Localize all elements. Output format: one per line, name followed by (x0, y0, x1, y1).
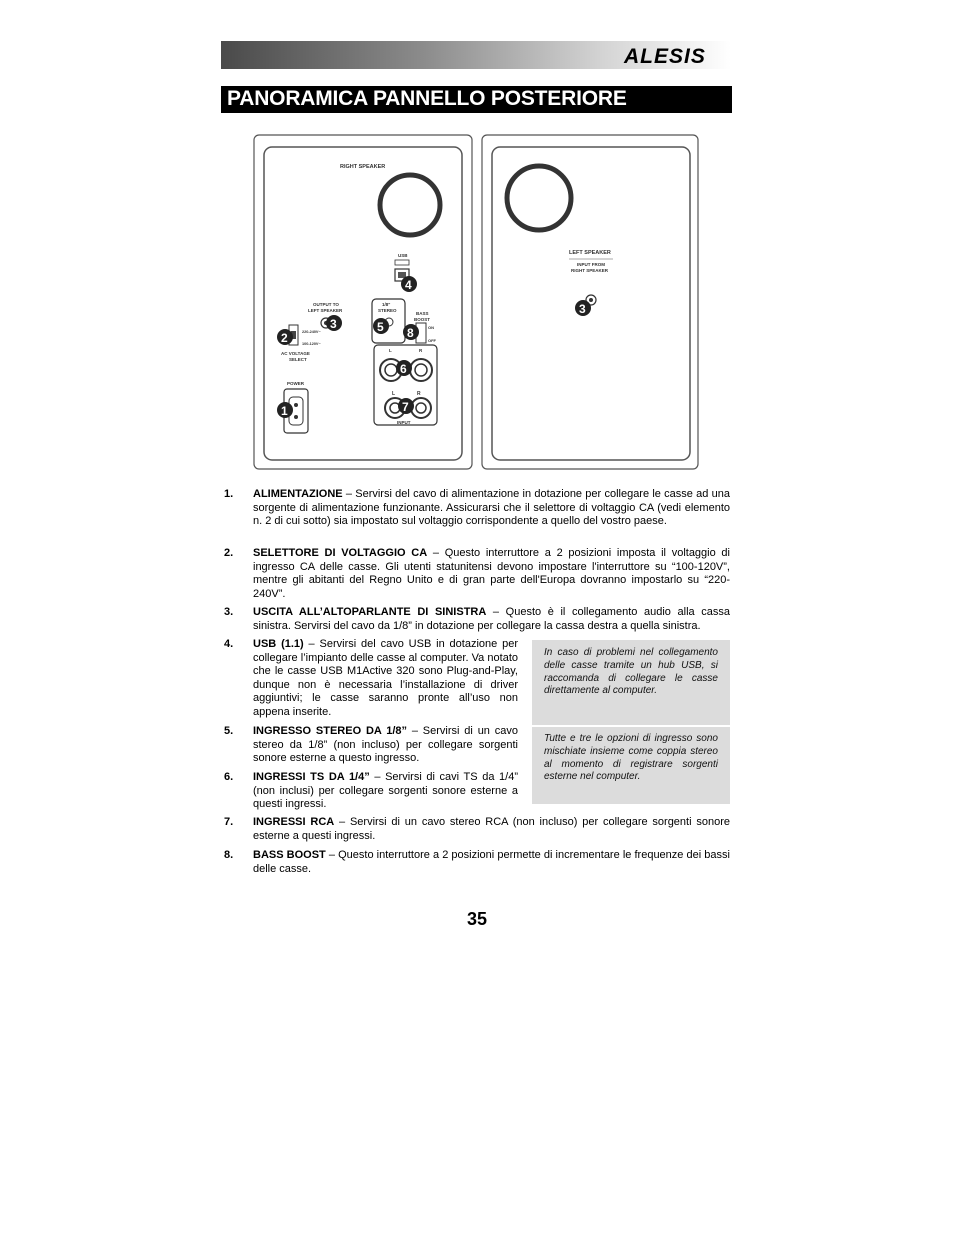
svg-text:INPUT: INPUT (397, 420, 411, 425)
svg-text:R: R (417, 391, 421, 397)
list-item-voltage: 2. SELETTORE DI VOLTAGGIO CA – Questo interruttore a 2 posizioni imposta il voltaggio di ingresso CA delle casse. Gli utenti statunitensi devono impostare l'interruttore su “100-120V”, mentre gli abitanti del Regno Unito e di gran parte dell'Europa dovranno impostarlo su “220-240V”. (224, 547, 730, 600)
svg-text:100-120V~: 100-120V~ (302, 342, 321, 346)
left-speaker-label: LEFT SPEAKER (569, 250, 611, 256)
right-speaker-label: RIGHT SPEAKER (340, 164, 386, 170)
svg-text:R: R (419, 348, 423, 353)
svg-text:STEREO: STEREO (378, 308, 397, 313)
svg-text:BOOST: BOOST (414, 317, 431, 322)
svg-text:8: 8 (407, 326, 414, 340)
svg-text:L: L (389, 348, 392, 353)
svg-text:POWER: POWER (287, 381, 305, 386)
alesis-logo (622, 41, 732, 69)
notes-box (532, 640, 730, 804)
page-title: PANORAMICA PANNELLO POSTERIORE (227, 87, 627, 110)
list-item-output: 3. USCITA ALL’ALTOPARLANTE DI SINISTRA – Questo è il collegamento audio alla cassa sinistra. Servirsi del cavo da 1/8” in dotazione per collegare la cassa destra a quella sinistra. (224, 606, 730, 632)
svg-text:2: 2 (281, 331, 288, 345)
list-item-power: 1. ALIMENTAZIONE – Servirsi del cavo di alimentazione in dotazione per collegare le casse ad una sorgente di alimentazione funzionante. Assicurarsi che il selettore di voltaggio CA (vedi elemento n. 2 di cui sotto) sia impostato sul voltaggio corrispondente a quello del vostro paese. (224, 488, 730, 528)
port-right (380, 175, 440, 235)
callout-3 (326, 315, 342, 331)
svg-text:3: 3 (579, 302, 586, 316)
rear-panel-diagram (253, 133, 701, 470)
svg-text:LEFT SPEAKER: LEFT SPEAKER (308, 308, 343, 313)
callout-5 (373, 318, 389, 334)
list-item-ts-input: 6. INGRESSI TS DA 1/4” – Servirsi di cavi TS da 1/4” (non inclusi) per collegare sorgenti sonore esterne a questi ingressi. (224, 771, 519, 811)
page-title-bar (221, 86, 732, 113)
svg-text:1/8": 1/8" (382, 302, 391, 307)
svg-text:5: 5 (377, 320, 384, 334)
svg-text:OUTPUT TO: OUTPUT TO (313, 302, 339, 307)
list-item-usb: 4. USB (1.1) – Servirsi del cavo USB in dotazione per collegare l’impianto delle casse al computer. Va notato che le casse USB M1Active 320 sono Plug-and-Play, dunque non è necessaria l’installazione di driver aggiuntivi; le casse saranno pronte all’uso non appena inserite. (224, 638, 518, 718)
svg-text:L: L (392, 391, 396, 397)
svg-text:OFF: OFF (428, 338, 436, 343)
svg-text:4: 4 (405, 278, 412, 292)
svg-text:6: 6 (400, 362, 407, 376)
svg-text:INPUT FROM: INPUT FROM (577, 262, 605, 267)
callout-1 (277, 402, 293, 418)
svg-text:BASS: BASS (416, 311, 429, 316)
notes-divider (532, 725, 730, 727)
note-inputs-mixed: Tutte e tre le opzioni di ingresso sono mischiate insieme come coppia stereo al momento di registrare sorgenti esterne nel computer. (544, 733, 718, 783)
svg-text:220-240V~: 220-240V~ (302, 330, 321, 334)
note-usb-hub: In caso di problemi nel collegamento delle casse tramite un hub USB, si raccomanda di collegare le casse direttamente al computer. (544, 647, 718, 697)
callout-8 (403, 324, 419, 340)
list-item-rca-input: 7. INGRESSI RCA – Servirsi di un cavo stereo RCA (non incluso) per collegare sorgenti sonore esterne a questi ingressi. (224, 816, 730, 842)
callout-4 (401, 276, 417, 292)
svg-text:RIGHT SPEAKER: RIGHT SPEAKER (571, 268, 609, 273)
list-item-stereo-input: 5. INGRESSO STEREO DA 1/8” – Servirsi di un cavo stereo da 1/8” (non incluso) per collegare sorgenti sonore esterne a questo ingresso. (224, 725, 518, 765)
callout-3-left (575, 300, 591, 316)
list-item-bass-boost: 8. BASS BOOST – Questo interruttore a 2 posizioni permette di incrementare le frequenze dei bassi delle casse. (224, 849, 730, 875)
svg-text:7: 7 (402, 400, 409, 414)
port-left (507, 166, 571, 230)
svg-text:USB: USB (398, 253, 408, 258)
callout-6 (396, 360, 412, 376)
page-number: 35 (466, 909, 488, 929)
svg-text:1: 1 (281, 404, 288, 418)
svg-text:ON: ON (428, 325, 434, 330)
svg-text:SELECT: SELECT (289, 357, 307, 362)
svg-text:AC VOLTAGE: AC VOLTAGE (281, 351, 310, 356)
callout-7 (398, 398, 414, 414)
svg-text:3: 3 (330, 317, 337, 331)
svg-text:ALESIS: ALESIS (624, 45, 706, 68)
callout-2 (277, 329, 293, 345)
